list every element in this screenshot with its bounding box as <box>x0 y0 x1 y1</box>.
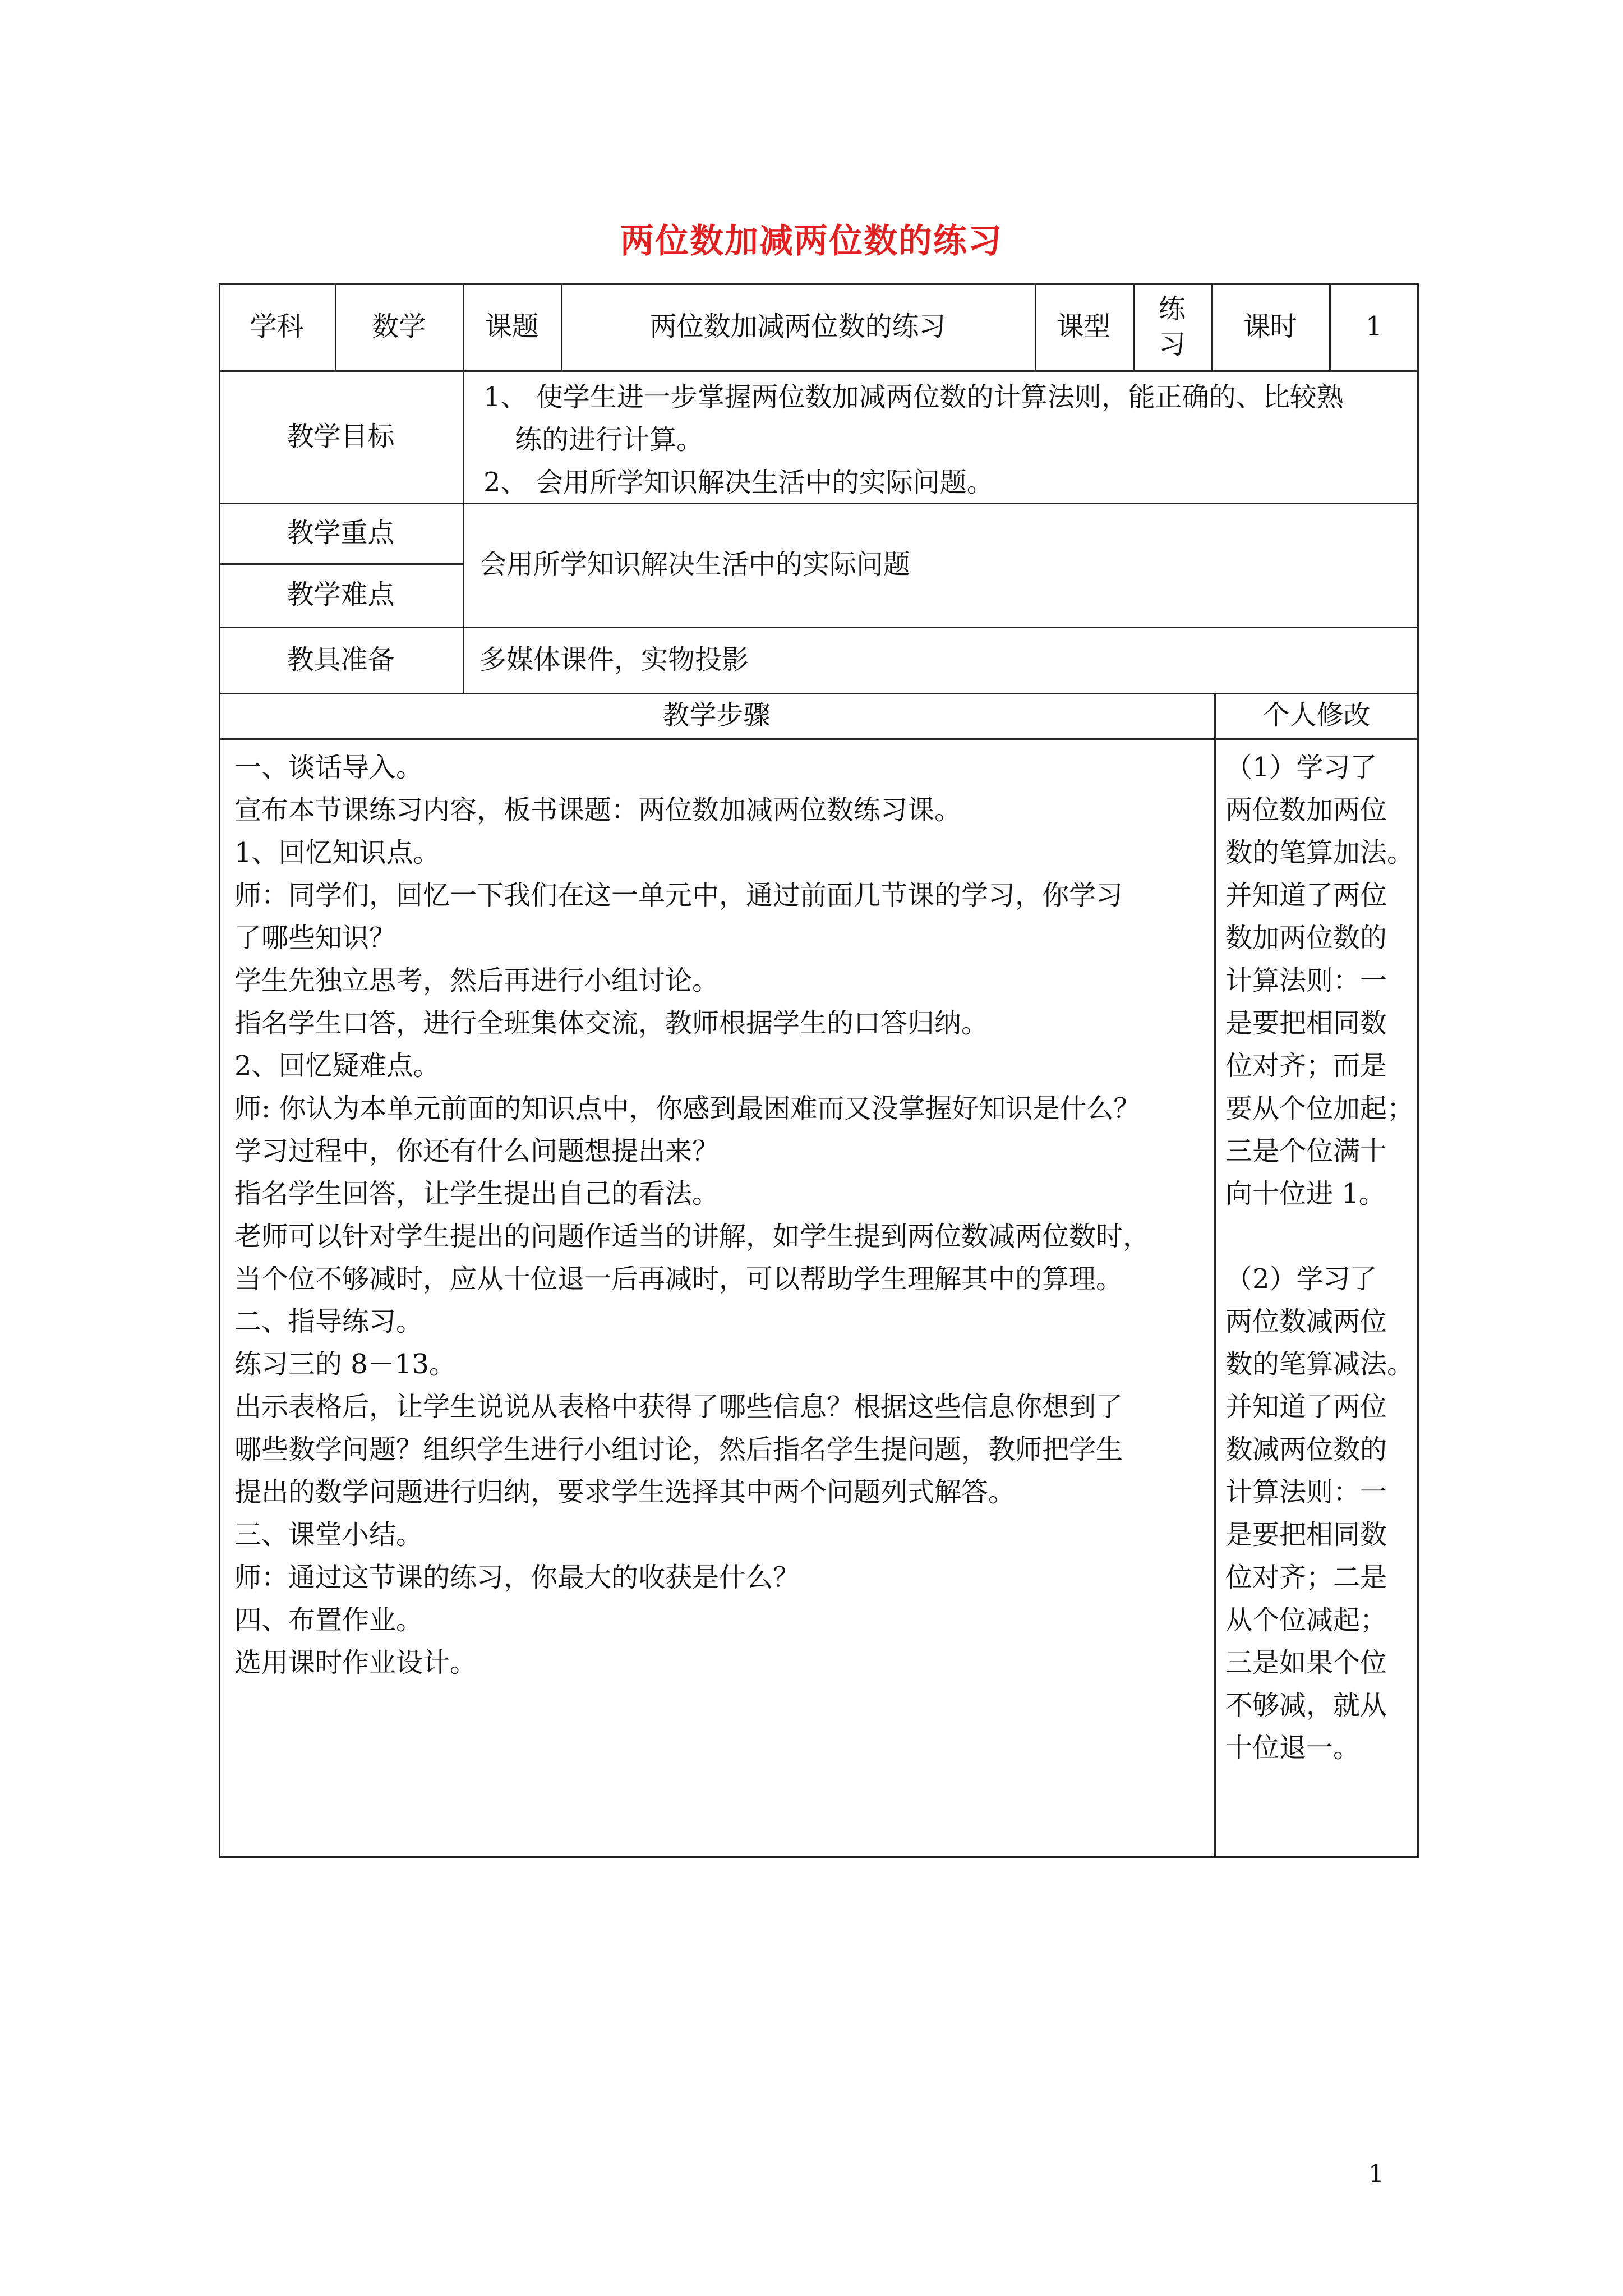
note-line: 数的笔算减法。 <box>1225 1349 1414 1380</box>
note-line: 十位退一。 <box>1225 1732 1361 1764</box>
step-line: 指名学生回答，让学生提出自己的看法。 <box>234 1178 720 1209</box>
goals-line-1: 1、 使学生进一步掌握两位数加减两位数的计算法则，能正确的、比较熟 <box>483 381 1344 413</box>
note-line: 并知道了两位 <box>1225 1391 1387 1423</box>
goals-label: 教学目标 <box>287 420 395 452</box>
note-line: 数加两位数的 <box>1225 922 1387 954</box>
step-line: 练习三的 8－13。 <box>234 1349 456 1380</box>
step-line: 哪些数学问题？组织学生进行小组讨论，然后指名学生提问题，教师把学生 <box>234 1434 1123 1465</box>
step-line: 了哪些知识？ <box>234 922 396 954</box>
col-divider <box>463 370 464 693</box>
note-line: 从个位减起； <box>1225 1604 1387 1636</box>
steps-header: 教学步骤 <box>662 700 771 731</box>
hours-label: 课时 <box>1243 311 1297 343</box>
step-line: 师：通过这节课的练习，你最大的收获是什么？ <box>234 1562 800 1593</box>
step-line: 学习过程中，你还有什么问题想提出来？ <box>234 1135 720 1167</box>
topic-label: 课题 <box>485 311 539 343</box>
note-line: 计算法则：一 <box>1225 1476 1387 1508</box>
step-line: 宣布本节课练习内容，板书课题：两位数加减两位数练习课。 <box>234 794 962 826</box>
notes-header: 个人修改 <box>1262 700 1371 731</box>
step-line: 四、布置作业。 <box>234 1604 423 1636</box>
note-line: （2）学习了 <box>1225 1263 1377 1295</box>
note-line: 向十位进 1。 <box>1225 1178 1386 1209</box>
note-line: 数的笔算加法。 <box>1225 837 1414 868</box>
step-line: 二、指导练习。 <box>234 1306 423 1337</box>
step-line: 提出的数学问题进行归纳，要求学生选择其中两个问题列式解答。 <box>234 1476 1016 1508</box>
step-line: 当个位不够减时，应从十位退一后再减时，可以帮助学生理解其中的算理。 <box>234 1263 1123 1295</box>
note-line: 是要把相同数 <box>1225 1007 1387 1039</box>
note-line: 计算法则：一 <box>1225 965 1387 996</box>
note-line: 三是如果个位 <box>1225 1647 1387 1678</box>
step-line: 老师可以针对学生提出的问题作适当的讲解，如学生提到两位数减两位数时， <box>234 1221 1150 1252</box>
note-line: 位对齐；二是 <box>1225 1562 1387 1593</box>
row-divider <box>219 738 1419 740</box>
type-value-line1: 练 <box>1158 293 1186 325</box>
goals-line-2: 练的进行计算。 <box>515 424 704 455</box>
step-line: 一、谈话导入。 <box>234 752 423 783</box>
note-line: 位对齐；而是 <box>1225 1050 1387 1082</box>
note-line: 要从个位加起； <box>1225 1093 1414 1124</box>
note-line: 两位数减两位 <box>1225 1306 1387 1337</box>
step-line: 2、回忆疑难点。 <box>234 1050 440 1082</box>
step-line: 指名学生口答，进行全班集体交流，教师根据学生的口答归纳。 <box>234 1007 989 1039</box>
note-line: （1）学习了 <box>1225 752 1377 783</box>
subject-value: 数学 <box>371 311 426 343</box>
note-line: 两位数加两位 <box>1225 794 1387 826</box>
note-line: 不够减，就从 <box>1225 1690 1387 1721</box>
step-line: 师：同学们，回忆一下我们在这一单元中，通过前面几节课的学习，你学习 <box>234 880 1123 911</box>
tools-label: 教具准备 <box>287 643 395 675</box>
subject-label: 学科 <box>250 311 304 343</box>
page-number: 1 <box>1368 2160 1384 2188</box>
hours-value: 1 <box>1365 311 1383 343</box>
col-divider <box>1214 693 1216 1858</box>
note-line: 是要把相同数 <box>1225 1519 1387 1550</box>
step-line: 学生先独立思考，然后再进行小组讨论。 <box>234 965 720 996</box>
document-title: 两位数加减两位数的练习 <box>620 222 1003 261</box>
step-line: 选用课时作业设计。 <box>234 1647 477 1678</box>
note-line: 并知道了两位 <box>1225 880 1387 911</box>
step-line: 出示表格后，让学生说说从表格中获得了哪些信息？根据这些信息你想到了 <box>234 1391 1123 1423</box>
topic-value: 两位数加减两位数的练习 <box>649 311 946 343</box>
type-label: 课型 <box>1057 311 1111 343</box>
goals-line-3: 2、 会用所学知识解决生活中的实际问题。 <box>483 467 994 498</box>
key-point-label: 教学重点 <box>287 517 395 549</box>
note-line: 数减两位数的 <box>1225 1434 1387 1465</box>
type-value-line2: 习 <box>1158 328 1186 360</box>
step-line: 师: 你认为本单元前面的知识点中，你感到最困难而又没掌握好知识是什么？ <box>234 1093 1141 1124</box>
step-line: 1、回忆知识点。 <box>234 837 440 868</box>
tools-text: 多媒体课件，实物投影 <box>479 644 749 675</box>
step-line: 三、课堂小结。 <box>234 1519 423 1550</box>
type-value <box>1133 283 1211 370</box>
difficulty-label: 教学难点 <box>287 579 395 611</box>
note-line: 三是个位满十 <box>1225 1135 1387 1167</box>
key-difficulty-text: 会用所学知识解决生活中的实际问题 <box>479 549 911 580</box>
